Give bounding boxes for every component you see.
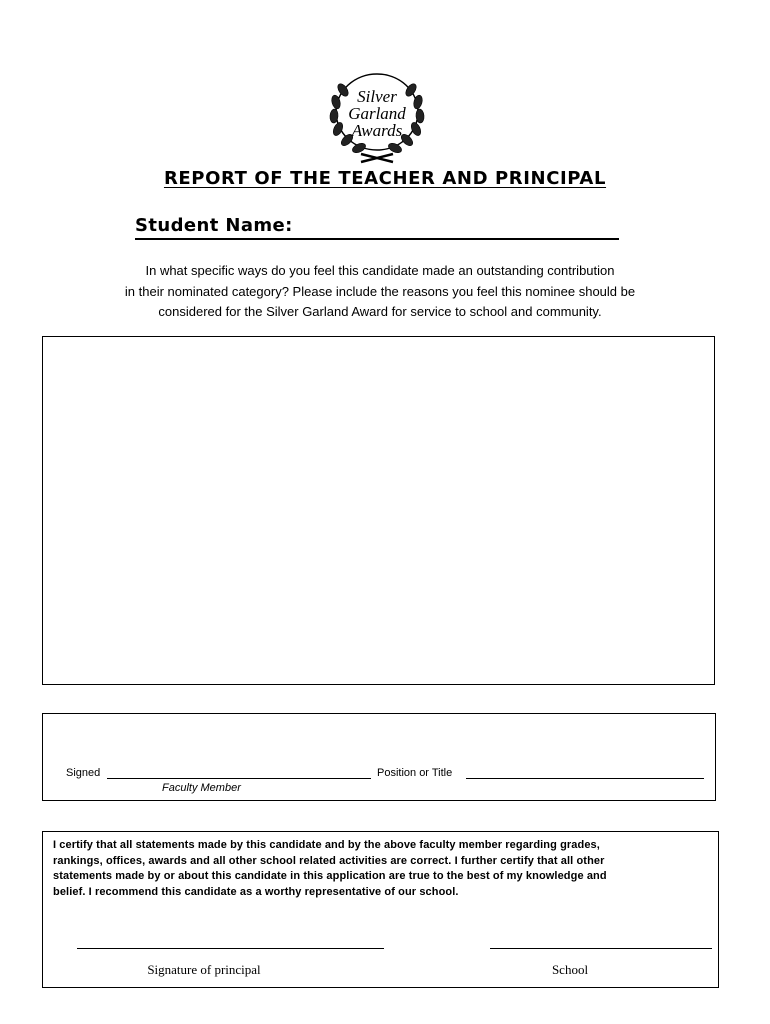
question-line: in their nominated category? Please include the reasons you feel this nominee should be — [124, 283, 636, 299]
faculty-signature-box — [42, 713, 716, 801]
question-paragraph — [60, 261, 700, 323]
school-label: School — [551, 962, 589, 977]
signed-label: Signed — [66, 767, 101, 779]
laurel-wreath-icon — [327, 70, 427, 166]
certification-statement — [53, 838, 713, 900]
certification-line: I certify that all statements made by this candidate and by the above faculty member regarding grades, — [53, 839, 600, 851]
school-field[interactable] — [490, 948, 712, 949]
faculty-member-label: Faculty Member — [162, 782, 241, 794]
svg-text:Awards: Awards — [351, 121, 403, 140]
principal-signature-field[interactable] — [77, 948, 384, 949]
svg-text:Garland: Garland — [348, 104, 406, 123]
question-line: In what specific ways do you feel this candidate made an outstanding contribution — [145, 263, 615, 278]
student-name-field[interactable] — [135, 238, 619, 240]
position-title-field[interactable] — [466, 778, 704, 779]
silver-garland-logo — [327, 70, 427, 166]
certification-line: belief. I recommend this candidate as a worthy representative of our school. — [53, 885, 459, 898]
certification-line: rankings, offices, awards and all other school related activities are correct. I further certify that all other — [53, 854, 605, 867]
faculty-signature-field[interactable] — [107, 778, 371, 779]
student-name-label: Student Name: — [135, 215, 293, 236]
page-title — [0, 168, 770, 189]
position-label: Position or Title — [377, 767, 453, 779]
page-title-text: REPORT OF THE TEACHER AND PRINCIPAL — [163, 168, 607, 189]
answer-text-area[interactable] — [42, 336, 715, 685]
certification-line: statements made by or about this candidate in this application are true to the best of my knowledge and — [53, 870, 607, 882]
principal-signature-label: Signature of principal — [147, 962, 261, 977]
svg-text:Silver: Silver — [357, 87, 397, 106]
question-line: considered for the Silver Garland Award for service to school and community. — [158, 304, 602, 319]
